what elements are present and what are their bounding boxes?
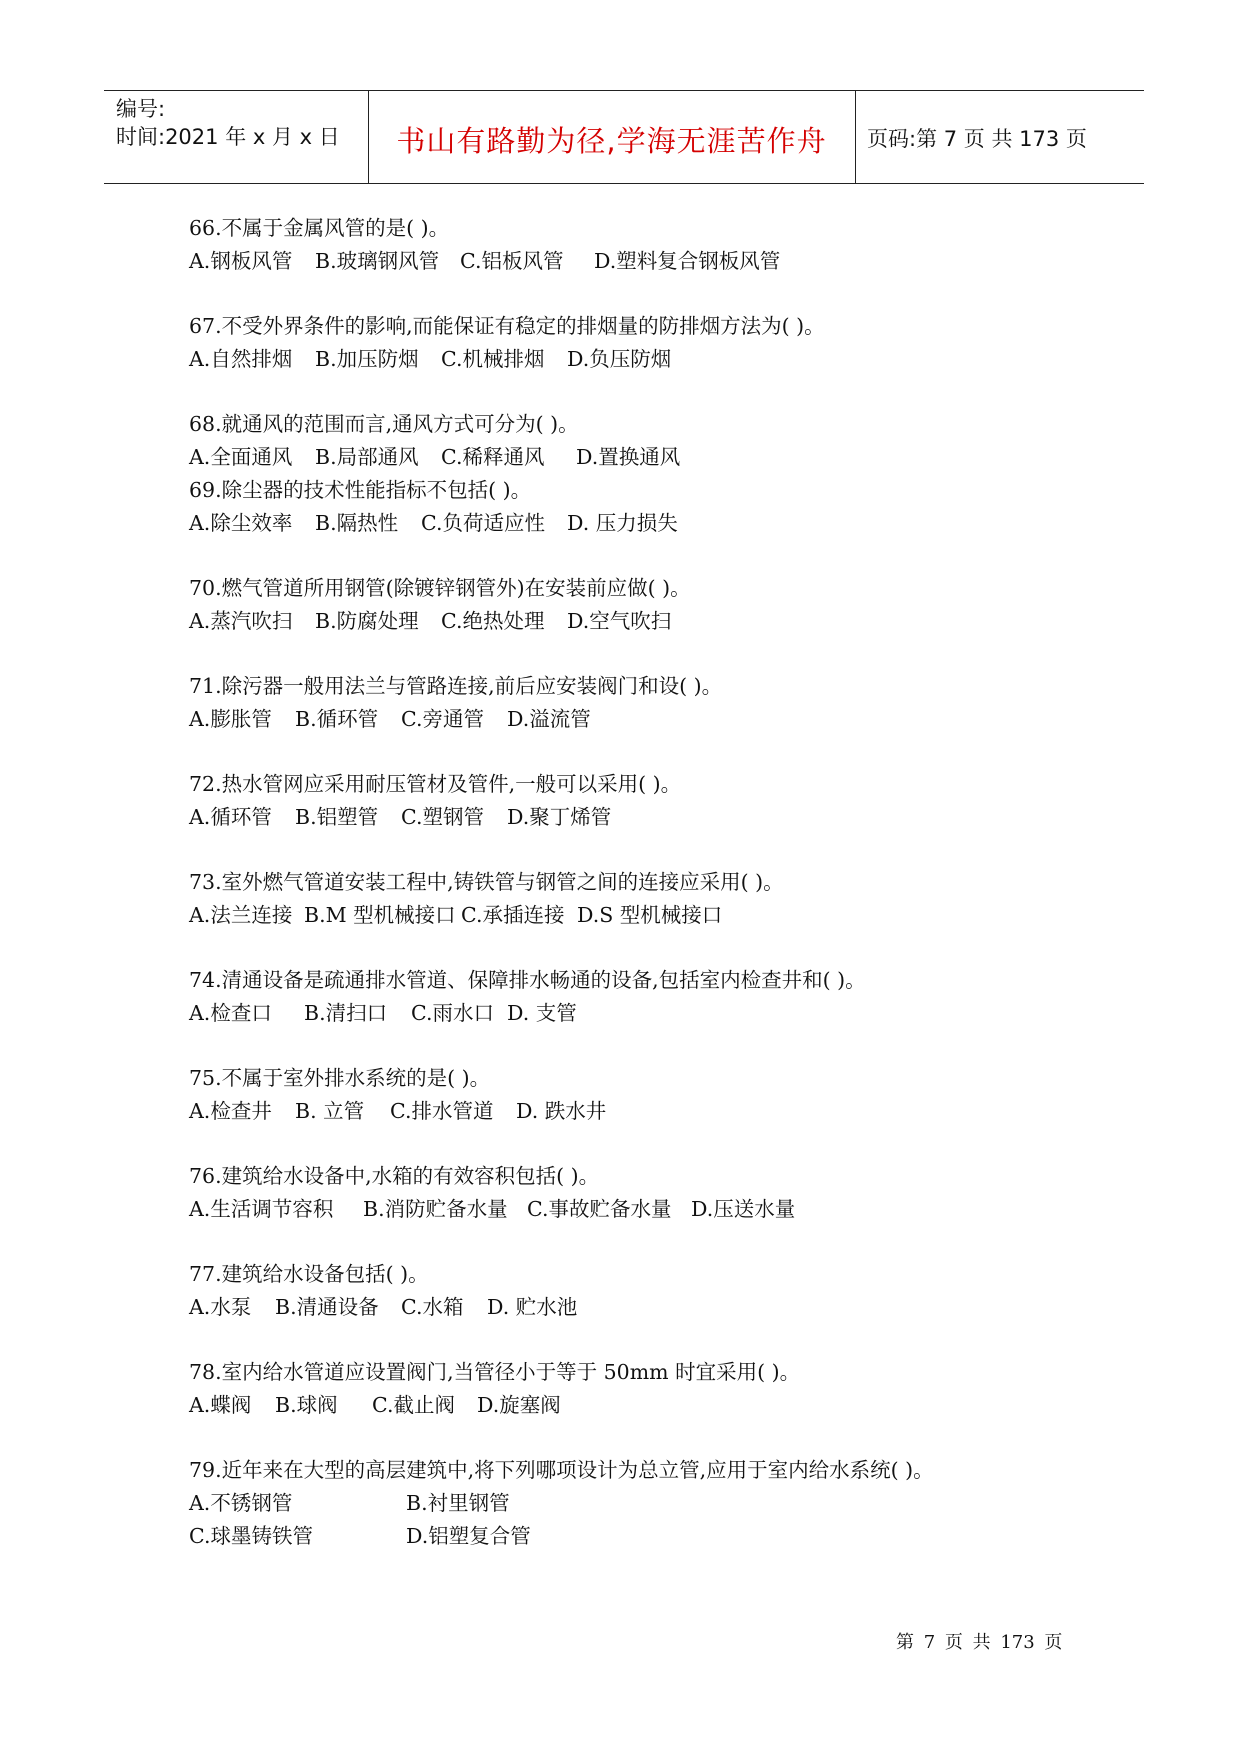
question-text: 78.室内给水管道应设置阀门,当管径小于等于 50mm 时宜采用( )。 — [189, 1360, 801, 1384]
question-options — [189, 343, 825, 376]
option-c: C.雨水口 — [411, 1001, 494, 1025]
option-d: D.聚丁烯管 — [507, 805, 612, 829]
option-d: D.S 型机械接口 — [577, 903, 723, 927]
option-b: B.循环管 — [295, 707, 379, 731]
option-b: B.局部通风 — [315, 445, 419, 469]
option-d: D.溢流管 — [507, 707, 591, 731]
option-c: C.绝热处理 — [441, 609, 545, 633]
question-text: 74.清通设备是疏通排水管道、保障排水畅通的设备,包括室内检查井和( )。 — [189, 968, 866, 992]
question-options — [189, 997, 866, 1030]
option-b: B.玻璃钢风管 — [315, 249, 440, 273]
option-a: A.除尘效率 — [189, 511, 293, 535]
question-item — [189, 572, 691, 638]
question-item — [189, 1356, 800, 1422]
question-options — [189, 703, 722, 736]
option-b: B.球阀 — [275, 1393, 338, 1417]
option-a: A.蒸汽吹扫 — [189, 609, 293, 633]
option-a: A.水泵 — [189, 1295, 252, 1319]
header-info-cell — [104, 91, 369, 183]
option-a: A.法兰连接 — [189, 903, 293, 927]
question-text: 79.近年来在大型的高层建筑中,将下列哪项设计为总立管,应用于室内给水系统( )。 — [189, 1458, 934, 1482]
option-d: D.空气吹扫 — [567, 609, 672, 633]
question-item — [189, 1062, 607, 1128]
question-item — [189, 768, 681, 834]
option-c: C.承插连接 — [461, 903, 565, 927]
question-item — [189, 474, 678, 540]
option-c: C.负荷适应性 — [421, 511, 545, 535]
question-item — [189, 212, 781, 278]
question-text: 72.热水管网应采用耐压管材及管件,一般可以采用( )。 — [189, 772, 682, 796]
option-c: C.事故贮备水量 — [527, 1197, 672, 1221]
header-motto-cell — [368, 91, 856, 183]
question-text: 75.不属于室外排水系统的是( )。 — [189, 1066, 491, 1090]
question-options — [189, 1389, 800, 1422]
question-item — [189, 866, 784, 932]
question-options — [189, 605, 691, 638]
option-b: B.防腐处理 — [315, 609, 419, 633]
question-options — [189, 899, 784, 932]
option-a: A.自然排烟 — [189, 347, 293, 371]
question-item — [189, 408, 681, 474]
option-a: A.生活调节容积 — [189, 1197, 334, 1221]
question-text: 67.不受外界条件的影响,而能保证有稳定的排烟量的防排烟方法为( )。 — [189, 314, 825, 338]
option-d: D.铝塑复合管 — [406, 1524, 531, 1548]
option-a: A.循环管 — [189, 805, 272, 829]
option-a: A.检查口 — [189, 1001, 272, 1025]
question-item — [189, 1160, 796, 1226]
question-options — [189, 801, 681, 834]
option-b: B. 立管 — [295, 1099, 365, 1123]
option-c: C.旁通管 — [401, 707, 484, 731]
page-footer: 第 7 页 共 173 页 — [896, 1632, 1063, 1653]
question-item — [189, 1454, 934, 1553]
option-c: C.机械排烟 — [441, 347, 545, 371]
option-d: D.旋塞阀 — [477, 1393, 561, 1417]
option-a: A.膨胀管 — [189, 707, 272, 731]
option-c: C.铝板风管 — [460, 249, 564, 273]
question-item — [189, 310, 825, 376]
option-d: D. 贮水池 — [487, 1295, 578, 1319]
option-b: B.消防贮备水量 — [363, 1197, 508, 1221]
option-a: A.检查井 — [189, 1099, 272, 1123]
question-text: 71.除污器一般用法兰与管路连接,前后应安装阀门和设( )。 — [189, 674, 723, 698]
option-d: D.塑料复合钢板风管 — [594, 249, 781, 273]
question-text: 76.建筑给水设备中,水箱的有效容积包括( )。 — [189, 1164, 600, 1188]
option-c: C.截止阀 — [372, 1393, 455, 1417]
page-header — [104, 90, 1144, 184]
document-number-label: 编号: — [116, 97, 166, 121]
question-text: 70.燃气管道所用钢管(除镀锌钢管外)在安装前应做( )。 — [189, 576, 691, 600]
option-c: C.塑钢管 — [401, 805, 484, 829]
option-d: D. 跌水井 — [516, 1099, 607, 1123]
option-d: D. 支管 — [507, 1001, 577, 1025]
header-motto: 书山有路勤为径,学海无涯苦作舟 — [396, 124, 827, 158]
option-d: D.置换通风 — [576, 445, 681, 469]
option-b: B.铝塑管 — [295, 805, 379, 829]
question-item — [189, 964, 866, 1030]
option-b: B.清扫口 — [304, 1001, 388, 1025]
header-page-cell — [855, 91, 1144, 183]
question-text: 73.室外燃气管道安装工程中,铸铁管与钢管之间的连接应采用( )。 — [189, 870, 784, 894]
option-b: B.清通设备 — [275, 1295, 379, 1319]
option-c: C.水箱 — [401, 1295, 464, 1319]
option-b: B.加压防烟 — [315, 347, 419, 371]
question-item — [189, 670, 722, 736]
question-text: 68.就通风的范围而言,通风方式可分为( )。 — [189, 412, 579, 436]
question-options — [189, 1193, 796, 1226]
header-page-number: 页码:第 7 页 共 173 页 — [867, 127, 1087, 151]
question-text: 69.除尘器的技术性能指标不包括( )。 — [189, 478, 532, 502]
question-options — [189, 507, 678, 540]
question-options — [189, 1291, 578, 1324]
question-text: 66.不属于金属风管的是( )。 — [189, 216, 450, 240]
option-c: C.稀释通风 — [441, 445, 545, 469]
option-a: A.全面通风 — [189, 445, 293, 469]
question-options — [189, 441, 681, 474]
document-time-label: 时间:2021 年 x 月 x 日 — [116, 125, 340, 149]
option-c: C.排水管道 — [390, 1099, 494, 1123]
option-d: D. 压力损失 — [567, 511, 678, 535]
question-options — [189, 1520, 934, 1553]
option-a: A.不锈钢管 — [189, 1491, 293, 1515]
question-options — [189, 1095, 607, 1128]
option-b: B.隔热性 — [315, 511, 399, 535]
option-d: D.压送水量 — [691, 1197, 796, 1221]
question-options — [189, 245, 781, 278]
option-a: A.钢板风管 — [189, 249, 293, 273]
option-c: C.球墨铸铁管 — [189, 1524, 313, 1548]
question-options — [189, 1487, 934, 1520]
question-item — [189, 1258, 578, 1324]
option-b: B.衬里钢管 — [406, 1491, 510, 1515]
option-d: D.负压防烟 — [567, 347, 672, 371]
option-a: A.蝶阀 — [189, 1393, 252, 1417]
option-b: B.M 型机械接口 — [304, 903, 456, 927]
question-text: 77.建筑给水设备包括( )。 — [189, 1262, 429, 1286]
